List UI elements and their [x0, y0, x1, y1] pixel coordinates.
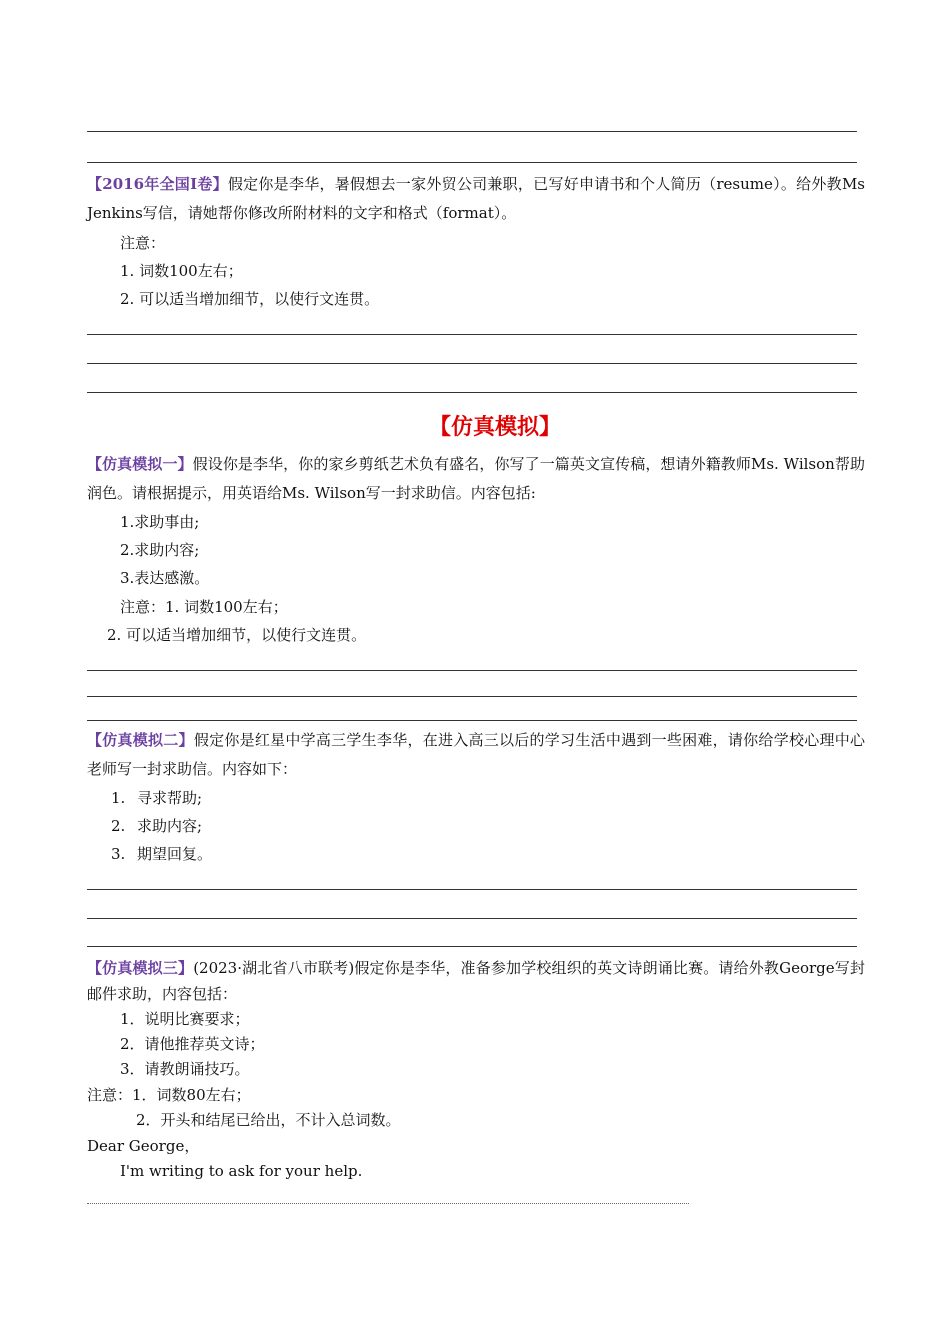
- content-item: 2.求助内容;: [120, 541, 200, 559]
- question-tag: 【2016年全国I卷】: [87, 175, 228, 193]
- answer-line: [87, 392, 857, 393]
- question-tag: 【仿真模拟三】: [87, 959, 194, 977]
- content-item: 求助内容;: [137, 817, 203, 835]
- note-item: 2．开头和结尾已给出，不计入总词数。: [136, 1111, 401, 1129]
- writing-line: [87, 1203, 689, 1204]
- answer-line: [87, 363, 857, 364]
- note-item: 1. 词数100左右；: [120, 262, 243, 280]
- letter-greeting: Dear George，: [87, 1137, 200, 1155]
- sim3-prompt: 【仿真模拟三】(2023·湖北省八市联考)假定你是李华，准备参加学校组织的英文诗朗诵比赛。请给外教George写封邮件求助，内容包括：: [87, 959, 865, 1003]
- answer-line: [87, 720, 857, 721]
- content-item-number: 2.: [111, 817, 126, 835]
- content-item: 3．请教朗诵技巧。: [120, 1060, 250, 1078]
- sim2-prompt: 【仿真模拟二】假定你是红星中学高三学生李华，在进入高三以后的学习生活中遇到一些困难，请你给学校心理中心老师写一封求助信。内容如下：: [87, 731, 865, 778]
- answer-line: [87, 334, 857, 335]
- sim1-prompt: 【仿真模拟一】假设你是李华，你的家乡剪纸艺术负有盛名，你写了一篇英文宣传稿，想请外籍教师Ms. Wilson帮助润色。请根据提示，用英语给Ms. Wilson写一封求助信。内容包括:: [87, 455, 865, 502]
- question-2016-prompt: 【2016年全国I卷】假定你是李华，暑假想去一家外贸公司兼职，已写好申请书和个人简历（resume）。给外教Ms Jenkins写信，请她帮你修改所附材料的文字和格式（format）。: [87, 175, 865, 222]
- content-item-number: 3.: [111, 845, 126, 863]
- content-item: 期望回复。: [137, 845, 213, 863]
- answer-line: [87, 889, 857, 890]
- note-item: 注意：1．词数80左右；: [87, 1086, 251, 1104]
- question-tag: 【仿真模拟二】: [87, 731, 194, 749]
- note-item: 2. 可以适当增加细节，以使行文连贯。: [120, 290, 380, 308]
- section-title: 【仿真模拟】: [428, 415, 561, 440]
- content-item-number: 1.: [111, 789, 126, 807]
- note-item: 注意：1. 词数100左右；: [120, 598, 288, 616]
- answer-line: [87, 696, 857, 697]
- letter-opening: I'm writing to ask for your help.: [120, 1162, 363, 1180]
- note-label: 注意：: [120, 234, 166, 252]
- content-item: 3.表达感激。: [120, 569, 210, 587]
- content-item: 1.求助事由;: [120, 513, 200, 531]
- answer-line: [87, 162, 857, 163]
- note-item: 2. 可以适当增加细节，以使行文连贯。: [107, 626, 367, 644]
- answer-line: [87, 946, 857, 947]
- content-item: 寻求帮助;: [137, 789, 203, 807]
- answer-line: [87, 670, 857, 671]
- question-tag: 【仿真模拟一】: [87, 455, 193, 473]
- content-item: 2．请他推荐英文诗；: [120, 1035, 265, 1053]
- answer-line: [87, 918, 857, 919]
- answer-line: [87, 131, 857, 132]
- content-item: 1．说明比赛要求；: [120, 1010, 250, 1028]
